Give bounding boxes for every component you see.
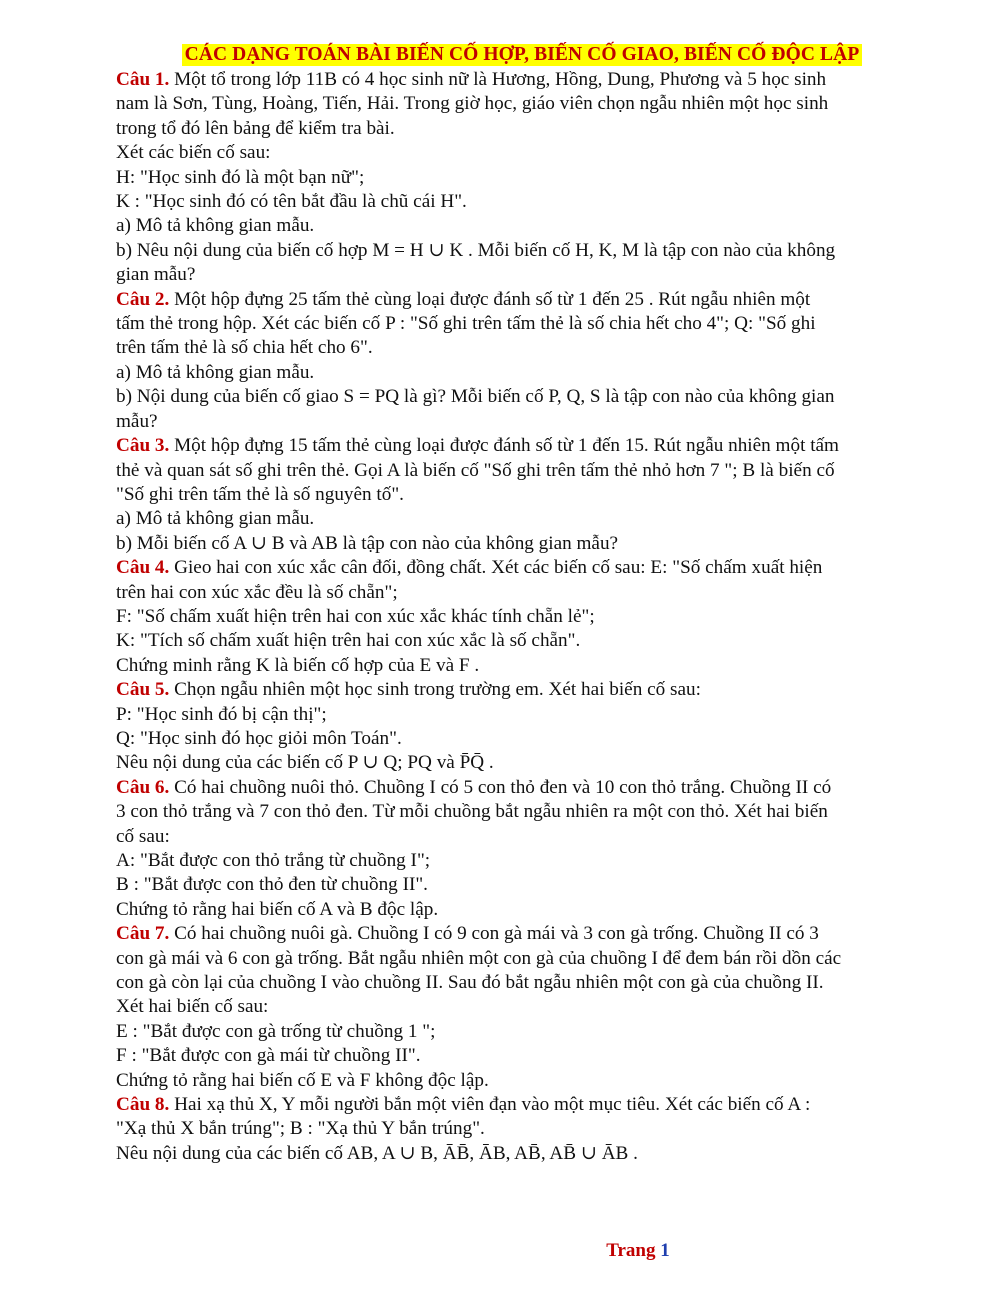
- question-line: [116, 1020, 928, 1044]
- question-line: [116, 336, 928, 360]
- question-text: H: "Học sinh đó là một bạn nữ";: [116, 166, 365, 188]
- question-7: [116, 922, 928, 1093]
- question-text: Có hai chuồng nuôi thỏ. Chuồng I có 5 con thỏ đen và 10 con thỏ trắng. Chuồng II có: [169, 776, 832, 798]
- question-6: [116, 776, 928, 922]
- question-line: [116, 1093, 928, 1117]
- question-text: Chứng tỏ rằng hai biến cố A và B độc lập.: [116, 898, 439, 920]
- question-text: thẻ và quan sát số ghi trên thẻ. Gọi A là biến cố "Số ghi trên tấm thẻ nhỏ hơn 7 "; B là biến cố: [116, 459, 835, 481]
- question-text: mẫu?: [116, 410, 158, 432]
- question-label: Câu 7.: [116, 923, 170, 945]
- question-line: [116, 141, 928, 165]
- question-text: F: "Số chấm xuất hiện trên hai con xúc xắc khác tính chẵn lẻ";: [116, 605, 595, 627]
- question-label: Câu 3.: [116, 435, 170, 457]
- question-text: Hai xạ thủ X, Y mỗi người bắn một viên đạn vào một mục tiêu. Xét các biến cố A :: [169, 1094, 811, 1116]
- question-text: Chứng tỏ rằng hai biến cố E và F không độc lập.: [116, 1069, 489, 1091]
- question-line: [116, 678, 928, 702]
- title-block: [116, 44, 928, 66]
- question-text: F : "Bắt được con gà mái từ chuồng II".: [116, 1045, 421, 1067]
- question-line: [116, 849, 928, 873]
- question-text: Nêu nội dung của các biến cố P ∪ Q; PQ và P̄Q̄ .: [116, 752, 494, 774]
- question-line: [116, 727, 928, 751]
- question-text: a) Mô tả không gian mẫu.: [116, 361, 315, 383]
- question-8: [116, 1093, 928, 1166]
- question-text: Q: "Học sinh đó học giỏi môn Toán".: [116, 727, 402, 749]
- question-line: [116, 532, 928, 556]
- question-text: cố sau:: [116, 825, 170, 847]
- question-text: 3 con thỏ trắng và 7 con thỏ đen. Từ mỗi chuồng bắt ngẫu nhiên ra một con thỏ. Xét hai biến: [116, 801, 828, 823]
- question-line: [116, 239, 928, 263]
- question-line: [116, 459, 928, 483]
- question-line: [116, 117, 928, 141]
- question-line: [116, 947, 928, 971]
- question-line: [116, 1069, 928, 1093]
- question-text: Gieo hai con xúc xắc cân đối, đồng chất. Xét các biến cố sau: E: "Số chấm xuất hiện: [169, 557, 823, 579]
- question-line: [116, 605, 928, 629]
- question-text: con gà còn lại của chuồng I vào chuồng II. Sau đó bắt ngẫu nhiên một con gà của chuồng II.: [116, 972, 824, 994]
- question-line: [116, 995, 928, 1019]
- question-line: [116, 1142, 928, 1166]
- question-4: [116, 556, 928, 678]
- page-label: Trang: [606, 1240, 656, 1261]
- document-page: [116, 44, 928, 1166]
- page-number: 1: [660, 1240, 670, 1261]
- question-text: b) Nêu nội dung của biến cố hợp M = H ∪ K . Mỗi biến cố H, K, M là tập con nào của không: [116, 239, 836, 261]
- question-line: [116, 1044, 928, 1068]
- question-text: Có hai chuồng nuôi gà. Chuồng I có 9 con gà mái và 3 con gà trống. Chuồng II có 3: [169, 923, 819, 945]
- question-text: Một tổ trong lớp 11B có 4 học sinh nữ là Hương, Hồng, Dung, Phương và 5 học sinh: [169, 69, 827, 90]
- question-text: Xét các biến cố sau:: [116, 142, 271, 164]
- question-text: A: "Bắt được con thỏ trắng từ chuồng I";: [116, 850, 431, 871]
- question-line: [116, 800, 928, 824]
- question-text: gian mẫu?: [116, 264, 196, 286]
- question-line: [116, 434, 928, 458]
- question-line: [116, 898, 928, 922]
- question-line: [116, 483, 928, 507]
- question-line: [116, 654, 928, 678]
- question-1: [116, 68, 928, 288]
- question-line: [116, 68, 928, 92]
- question-line: [116, 629, 928, 653]
- question-line: [116, 971, 928, 995]
- question-text: Chứng minh rằng K là biến cố hợp của E và F .: [116, 654, 480, 676]
- question-line: [116, 703, 928, 727]
- question-text: E : "Bắt được con gà trống từ chuồng 1 ";: [116, 1020, 436, 1042]
- question-label: Câu 5.: [116, 679, 170, 701]
- question-label: Câu 4.: [116, 557, 170, 579]
- question-line: [116, 92, 928, 116]
- question-line: [116, 263, 928, 287]
- question-line: [116, 581, 928, 605]
- question-text: b) Mỗi biến cố A ∪ B và AB là tập con nào của không gian mẫu?: [116, 532, 619, 554]
- question-line: [116, 214, 928, 238]
- question-label: Câu 8.: [116, 1094, 170, 1116]
- question-text: Xét hai biến cố sau:: [116, 996, 269, 1018]
- question-text: "Xạ thủ X bắn trúng"; B : "Xạ thủ Y bắn trúng".: [116, 1118, 485, 1140]
- question-text: tấm thẻ trong hộp. Xét các biến cố P : "Số ghi trên tấm thẻ là số chia hết cho 4"; Q: "Số ghi: [116, 313, 816, 335]
- question-text: Nêu nội dung của các biến cố AB, A ∪ B, ĀB̄, ĀB, AB̄, AB̄ ∪ ĀB .: [116, 1142, 638, 1164]
- question-text: a) Mô tả không gian mẫu.: [116, 215, 315, 237]
- question-line: [116, 361, 928, 385]
- question-line: [116, 751, 928, 775]
- question-2: [116, 288, 928, 434]
- question-text: K: "Tích số chấm xuất hiện trên hai con xúc xắc là số chẵn".: [116, 630, 581, 652]
- question-line: [116, 825, 928, 849]
- question-line: [116, 410, 928, 434]
- question-line: [116, 873, 928, 897]
- question-list: [116, 68, 928, 1166]
- question-text: "Số ghi trên tấm thẻ là số nguyên tố".: [116, 483, 404, 505]
- question-text: trên tấm thẻ là số chia hết cho 6".: [116, 337, 373, 359]
- question-line: [116, 776, 928, 800]
- question-text: P: "Học sinh đó bị cận thị";: [116, 703, 327, 725]
- question-text: K : "Học sinh đó có tên bắt đầu là chũ cái H".: [116, 191, 467, 213]
- question-label: Câu 6.: [116, 776, 170, 798]
- question-text: trên hai con xúc xắc đều là số chẵn";: [116, 581, 398, 603]
- question-text: b) Nội dung của biến cố giao S = PQ là gì? Mỗi biến cố P, Q, S là tập con nào của không gian: [116, 386, 835, 408]
- question-line: [116, 556, 928, 580]
- question-5: [116, 678, 928, 776]
- question-line: [116, 1117, 928, 1141]
- question-label: Câu 1.: [116, 69, 170, 90]
- question-line: [116, 288, 928, 312]
- page-title: CÁC DẠNG TOÁN BÀI BIẾN CỐ HỢP, BIẾN CỐ GIAO, BIẾN CỐ ĐỘC LẬP: [182, 44, 863, 66]
- question-text: trong tổ đó lên bảng để kiểm tra bài.: [116, 117, 395, 139]
- question-line: [116, 190, 928, 214]
- question-text: a) Mô tả không gian mẫu.: [116, 508, 315, 530]
- question-line: [116, 385, 928, 409]
- question-label: Câu 2.: [116, 288, 170, 310]
- page-footer: [0, 1240, 1000, 1262]
- question-text: Một hộp đựng 25 tấm thẻ cùng loại được đánh số từ 1 đến 25 . Rút ngẫu nhiên một: [169, 288, 811, 310]
- question-line: [116, 922, 928, 946]
- question-text: nam là Sơn, Tùng, Hoàng, Tiến, Hải. Trong giờ học, giáo viên chọn ngẫu nhiên một học sinh: [116, 93, 829, 115]
- question-3: [116, 434, 928, 556]
- question-text: Chọn ngẫu nhiên một học sinh trong trường em. Xét hai biến cố sau:: [169, 679, 701, 701]
- question-text: B : "Bắt được con thỏ đen từ chuồng II".: [116, 874, 428, 896]
- question-text: con gà mái và 6 con gà trống. Bắt ngẫu nhiên một con gà của chuồng I để đem bán rồi dồn các: [116, 947, 842, 969]
- question-line: [116, 166, 928, 190]
- question-line: [116, 507, 928, 531]
- question-text: Một hộp đựng 15 tấm thẻ cùng loại được đánh số từ 1 đến 15. Rút ngẫu nhiên một tấm: [169, 435, 839, 457]
- question-line: [116, 312, 928, 336]
